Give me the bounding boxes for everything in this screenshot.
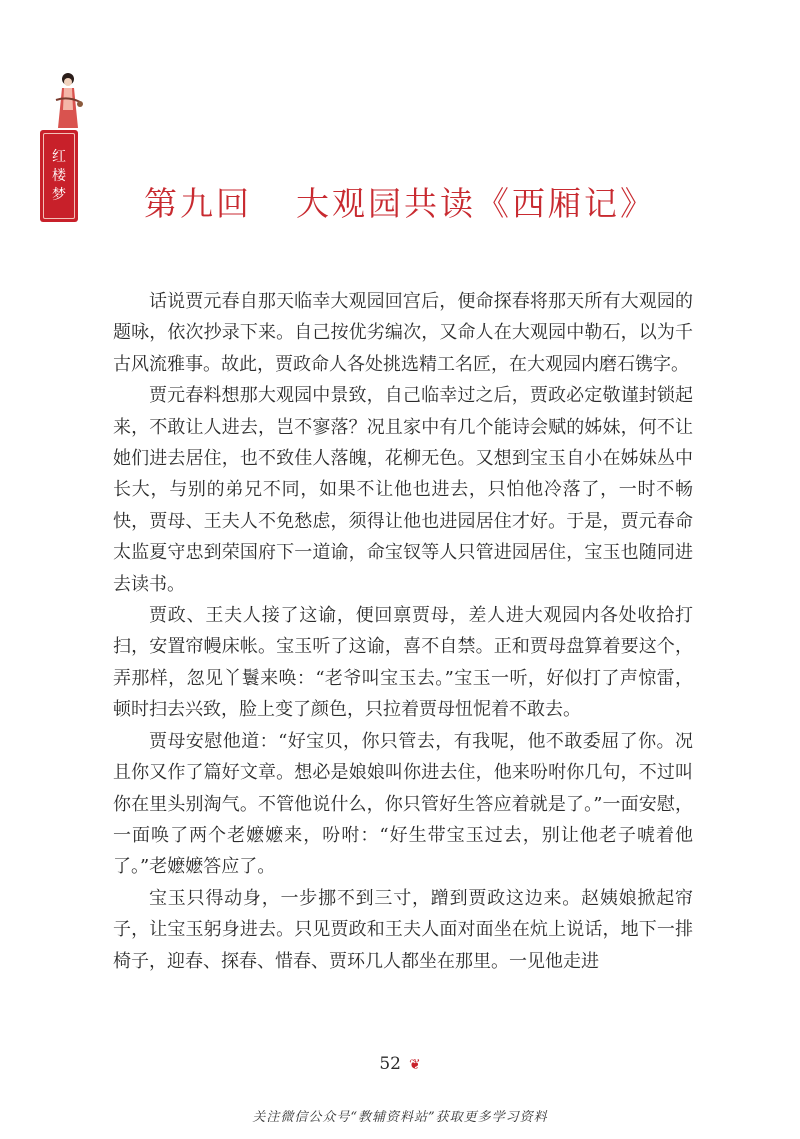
series-char: 梦 (52, 186, 66, 203)
paragraph: 话说贾元春自那天临幸大观园回宫后，便命探春将那天所有大观园的题咏，依次抄录下来。自己按优劣编次，又命人在大观园中勒石，以为千古风流雅事。故此，贾政命人各处挑选精工名匠，在大观园内磨石镌字。 (113, 291, 693, 375)
paragraph: 贾政、王夫人接了这谕，便回禀贾母，差人进大观园内各处收拾打扫，安置帘幔床帐。宝玉听了这谕，喜不自禁。正和贾母盘算着要这个，弄那样，忽见丫鬟来唤：“老爷叫宝玉去。”宝玉一听，好似打了声惊雷，顿时扫去兴致，脸上变了颜色，只拉着贾母忸怩着不敢去。 (113, 605, 693, 721)
chapter-number: 第九回 (144, 184, 252, 223)
flower-ornament-icon: ❦ (408, 1057, 421, 1073)
paragraph: 贾元春料想那大观园中景致，自己临幸过之后，贾政必定敬谨封锁起来，不敢让人进去，岂不寥落？况且家中有几个能诗会赋的姊妹，何不让她们进去居住，也不致佳人落魄，花柳无色。又想到宝玉自小在姊妹丛中长大，与别的弟兄不同，如果不让他也进去，只怕他冷落了，一时不畅快，贾母、王夫人不免愁虑，须得让他也进园居住才好。于是，贾元春命太监夏守忠到荣国府下一道谕，命宝钗等人只管进园居住，宝玉也随同进去读书。 (113, 385, 693, 595)
paragraph: 宝玉只得动身，一步挪不到三寸，蹭到贾政这边来。赵姨娘掀起帘子，让宝玉躬身进去。只见贾政和王夫人面对面坐在炕上说话，地下一排椅子，迎春、探春、惜春、贾环几人都坐在那里。一见他走进 (113, 887, 693, 972)
page-footer (0, 1054, 800, 1074)
series-char: 红 (52, 148, 66, 165)
watermark-text: 关注微信公众号“教辅资料站”获取更多学习资料 (252, 1110, 548, 1125)
series-char: 楼 (52, 167, 66, 184)
chapter-heading (0, 178, 800, 225)
lady-figure-icon (48, 70, 88, 130)
page-number: 52 (379, 1054, 401, 1074)
paragraph: 贾母安慰他道：“好宝贝，你只管去，有我呢，他不敢委屈了你。况且你又作了篇好文章。想必是娘娘叫你进去住，他来吩咐你几句，不过叫你在里头别淘气。不管他说什么，你只管好生答应着就是了。”一面安慰，一面唤了两个老嬷嬷来，吩咐：“好生带宝玉过去，别让他老子唬着他了。”老嬷嬷答应了。 (113, 730, 693, 878)
body-text (113, 286, 693, 977)
chapter-title: 大观园共读《西厢记》 (296, 184, 656, 223)
